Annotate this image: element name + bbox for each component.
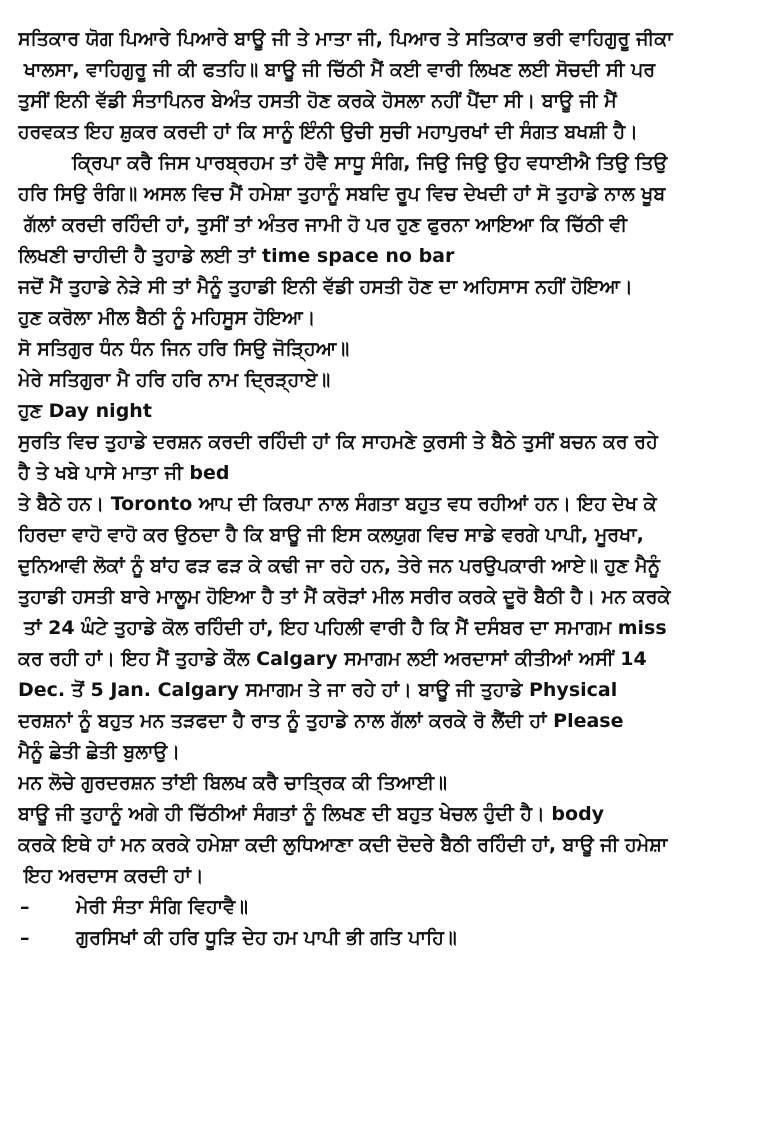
list-item <box>18 923 748 954</box>
text-line: ਸਤਿਕਾਰ ਯੋਗ ਪਿਆਰੇ ਪਿਆਰੇ ਬਾਊ ਜੀ ਤੇ ਮਾਤਾ ਜੀ, ਪਿਆਰ ਤੇ ਸਤਿਕਾਰ ਭਰੀ ਵਾਹਿਗੁਰੂ ਜੀਕਾ <box>18 28 673 50</box>
text-line: ਦਰਸ਼ਨਾਂ ਨੂੰ ਬਹੁਤ ਮਨ ਤੜਫਦਾ ਹੈ ਰਾਤ ਨੂੰ ਤੁਹਾਡੇ ਨਾਲ ਗੱਲਾਂ ਕਰਕੇ ਰੋ ਲੈਂਦੀ ਹਾਂ Please <box>18 710 624 732</box>
list-item-text: ਮੇਰੀ ਸੰਤਾ ਸੰਗਿ ਵਿਹਾਵੈ॥ <box>76 896 248 918</box>
text-line: ਹੁਣ ਕਰੋਲਾ ਮੀਲ ਬੈਠੀ ਨੂੰ ਮਹਿਸੂਸ ਹੋਇਆ। <box>18 307 316 329</box>
text-line: ਕਰ ਰਹੀ ਹਾਂ। ਇਹ ਮੈਂ ਤੁਹਾਡੇ ਕੌਲ Calgary ਸਮਾਗਮ ਲਈ ਅਰਦਾਸਾਂ ਕੀਤੀਆਂ ਅਸੀਂ 14 <box>18 648 647 670</box>
text-line: ਸੁਰਤਿ ਵਿਚ ਤੁਹਾਡੇ ਦਰਸ਼ਨ ਕਰਦੀ ਰਹਿੰਦੀ ਹਾਂ ਕਿ ਸਾਹਮਣੇ ਕੁਰਸੀ ਤੇ ਬੈਠੇ ਤੁਸੀਂ ਬਚਨ ਕਰ ਰਹੇ <box>18 431 658 453</box>
list-item <box>18 892 748 923</box>
text-line: ਇਹ ਅਰਦਾਸ ਕਰਦੀ ਹਾਂ। <box>24 865 204 887</box>
text-line: ਕ੍ਰਿਪਾ ਕਰੈ ਜਿਸ ਪਾਰਬ੍ਰਹਮ ਤਾਂ ਹੋਵੈ ਸਾਧੂ ਸੰਗਿ, ਜਿਉ ਜਿਉ ਉਹ ਵਧਾਈਐ ਤਿਉ ਤਿਉ <box>72 152 668 174</box>
text-line: ਮੇਰੇ ਸਤਿਗੁਰਾ ਮੈ ਹਰਿ ਹਰਿ ਨਾਮ ਦ੍ਰਿੜ੍ਹਾਏ॥ <box>18 369 331 391</box>
text-line: ਲਿਖਣੀ ਚਾਹੀਦੀ ਹੈ ਤੁਹਾਡੇ ਲਈ ਤਾਂ time space no bar <box>18 245 455 267</box>
text-line: ਤਾਂ 24 ਘੰਟੇ ਤੁਹਾਡੇ ਕੋਲ ਰਹਿੰਦੀ ਹਾਂ, ਇਹ ਪਹਿਲੀ ਵਾਰੀ ਹੈ ਕਿ ਮੈਂ ਦਸੰਬਰ ਦਾ ਸਮਾਗਮ miss <box>24 617 667 639</box>
list-item-text: ਗੁਰਸਿਖਾਂ ਕੀ ਹਰਿ ਧੂੜਿ ਦੇਹ ਹਮ ਪਾਪੀ ਭੀ ਗਤਿ ਪਾਹਿ॥ <box>76 927 457 949</box>
text-line: ਗੱਲਾਂ ਕਰਦੀ ਰਹਿੰਦੀ ਹਾਂ, ਤੁਸੀਂ ਤਾਂ ਅੰਤਰ ਜਾਮੀ ਹੋ ਪਰ ਹੁਣ ਫੁਰਨਾ ਆਇਆ ਕਿ ਚਿੱਠੀ ਵੀ <box>24 214 628 236</box>
text-line: ਜਦੋਂ ਮੈਂ ਤੁਹਾਡੇ ਨੇੜੇ ਸੀ ਤਾਂ ਮੈਨੂੰ ਤੁਹਾਡੀ ਇਨੀ ਵੱਡੀ ਹਸਤੀ ਹੋਣ ਦਾ ਅਹਿਸਾਸ ਨਹੀਂ ਹੋਇਆ। <box>18 276 633 298</box>
text-line: ਹੁਣ Day night <box>18 400 152 422</box>
text-line: ਬਾਊ ਜੀ ਤੁਹਾਨੂੰ ਅਗੇ ਹੀ ਚਿੱਠੀਆਂ ਸੰਗਤਾਂ ਨੂੰ ਲਿਖਣ ਦੀ ਬਹੁਤ ਖੇਚਲ ਹੁੰਦੀ ਹੈ। body <box>18 803 605 825</box>
text-line: ਖਾਲਸਾ, ਵਾਹਿਗੁਰੂ ਜੀ ਕੀ ਫਤਹਿ॥ ਬਾਊ ਜੀ ਚਿੱਠੀ ਮੈਂ ਕਈ ਵਾਰੀ ਲਿਖਣ ਲਈ ਸੋਚਦੀ ਸੀ ਪਰ <box>24 59 656 81</box>
text-line: ਹਰਵਕਤ ਇਹ ਸ਼ੁਕਰ ਕਰਦੀ ਹਾਂ ਕਿ ਸਾਨੂੰ ਇੰਨੀ ਉਚੀ ਸੁਚੀ ਮਹਾਪੁਰਖਾਂ ਦੀ ਸੰਗਤ ਬਖਸ਼ੀ ਹੈ। <box>18 121 638 143</box>
text-line: ਤੁਹਾਡੀ ਹਸਤੀ ਬਾਰੇ ਮਾਲੂਮ ਹੋਇਆ ਹੈ ਤਾਂ ਮੈਂ ਕਰੋੜਾਂ ਮੀਲ ਸਰੀਰ ਕਰਕੇ ਦੂਰੋ ਬੈਠੀ ਹੈ। ਮਨ ਕਰਕੇ <box>18 586 671 608</box>
dash-marker: – <box>20 927 30 949</box>
text-line: ਹਿਰਦਾ ਵਾਹੋ ਵਾਹੋ ਕਰ ਉਠਦਾ ਹੈ ਕਿ ਬਾਊ ਜੀ ਇਸ ਕਲਯੁਗ ਵਿਚ ਸਾਡੇ ਵਰਗੇ ਪਾਪੀ, ਮੂਰਖਾ, <box>18 524 644 546</box>
text-line: ਹੈ ਤੇ ਖਬੇ ਪਾਸੇ ਮਾਤਾ ਜੀ bed <box>18 462 230 484</box>
text-line: ਮਨ ਲੋਚੇ ਗੁਰਦਰਸ਼ਨ ਤਾਂਈ ਬਿਲਖ ਕਰੈ ਚਾਤ੍ਰਿਕ ਕੀ ਤਿਆਈ॥ <box>18 772 447 794</box>
letter-body <box>18 24 748 954</box>
text-line: ਹਰਿ ਸਿਉ ਰੰਗਿ॥ ਅਸਲ ਵਿਚ ਮੈਂ ਹਮੇਸ਼ਾ ਤੁਹਾਨੂੰ ਸਬਦਿ ਰੂਪ ਵਿਚ ਦੇਖਦੀ ਹਾਂ ਸੋ ਤੁਹਾਡੇ ਨਾਲ ਖੂਬ <box>18 183 666 205</box>
text-line: ਤੇ ਬੈਠੇ ਹਨ। Toronto ਆਪ ਦੀ ਕਿਰਪਾ ਨਾਲ ਸੰਗਤਾ ਬਹੁਤ ਵਧ ਰਹੀਆਂ ਹਨ। ਇਹ ਦੇਖ ਕੇ <box>18 493 657 515</box>
text-line: Dec. ਤੋਂ 5 Jan. Calgary ਸਮਾਗਮ ਤੇ ਜਾ ਰਹੇ ਹਾਂ। ਬਾਊ ਜੀ ਤੁਹਾਡੇ Physical <box>18 679 618 701</box>
text-line: ਮੈਨੂੰ ਛੇਤੀ ਛੇਤੀ ਬੁਲਾਉ। <box>18 741 181 763</box>
text-line: ਦੁਨਿਆਵੀ ਲੋਕਾਂ ਨੂੰ ਬਾਂਹ ਫੜ ਫੜ ਕੇ ਕਢੀ ਜਾ ਰਹੇ ਹਨ, ਤੇਰੇ ਜਨ ਪਰਉਪਕਾਰੀ ਆਏ॥ ਹੁਣ ਮੈਨੂੰ <box>18 555 660 577</box>
dash-marker: – <box>20 896 30 918</box>
text-line: ਸੋ ਸਤਿਗੁਰ ਧੰਨ ਧੰਨ ਜਿਨ ਹਰਿ ਸਿਉ ਜੋੜ੍ਹਿਆ॥ <box>18 338 350 360</box>
text-line: ਕਰਕੇ ਇਥੇ ਹਾਂ ਮਨ ਕਰਕੇ ਹਮੇਸ਼ਾ ਕਦੀ ਲੁਧਿਆਣਾ ਕਦੀ ਦੋਦਰੇ ਬੈਠੀ ਰਹਿੰਦੀ ਹਾਂ, ਬਾਊ ਜੀ ਹਮੇਸ਼ਾ <box>18 834 668 856</box>
text-line: ਤੁਸੀਂ ਇਨੀ ਵੱਡੀ ਸੰਤਾਪਿਨਰ ਬੇਅੰਤ ਹਸਤੀ ਹੋਣ ਕਰਕੇ ਹੋਸਲਾ ਨਹੀਂ ਪੈਂਦਾ ਸੀ। ਬਾਊ ਜੀ ਮੈਂ <box>18 90 617 112</box>
